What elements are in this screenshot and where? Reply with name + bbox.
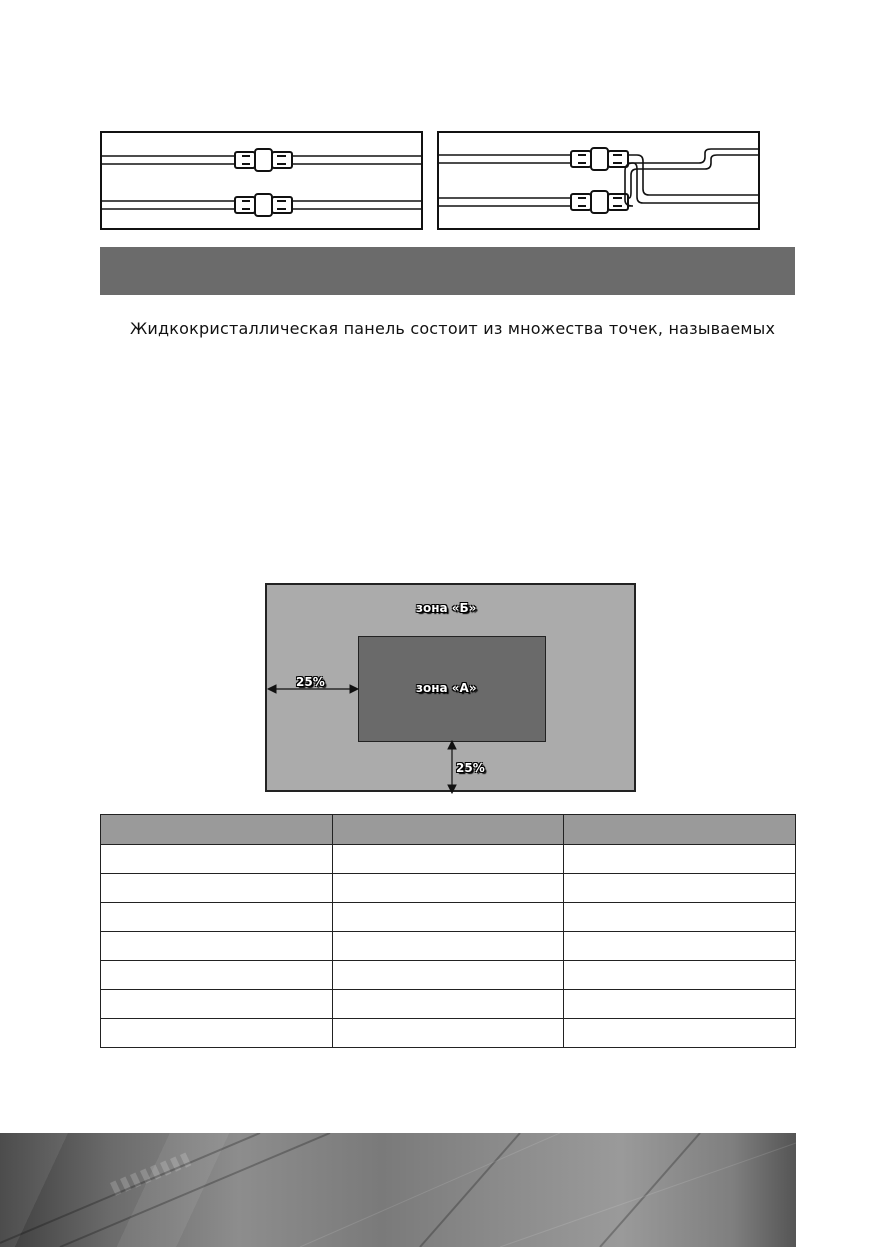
table-cell — [332, 1019, 564, 1048]
connector-diagram-crossed — [437, 131, 760, 230]
table-row — [101, 845, 796, 874]
connector-plug-icon — [571, 191, 628, 213]
table-row — [101, 932, 796, 961]
table-cell — [101, 845, 333, 874]
table-header-cell — [332, 815, 564, 845]
table-cell — [332, 845, 564, 874]
table-cell — [332, 961, 564, 990]
table-cell — [564, 874, 796, 903]
margin-arrows — [265, 583, 636, 794]
table-cell — [564, 932, 796, 961]
table-cell — [332, 903, 564, 932]
table-row — [101, 874, 796, 903]
table-header-cell — [564, 815, 796, 845]
film-strip-decoration — [0, 1133, 796, 1247]
table-header-cell — [101, 815, 333, 845]
table-header-row — [101, 815, 796, 845]
table-cell — [564, 1019, 796, 1048]
spec-table — [100, 814, 796, 1048]
table-cell — [564, 961, 796, 990]
zone-a-label: зона «А» — [416, 681, 477, 695]
section-header-band — [100, 247, 795, 295]
zone-b-label: зона «Б» — [416, 601, 477, 615]
table-cell — [101, 874, 333, 903]
table-cell — [332, 932, 564, 961]
left-margin-label: 25% — [296, 675, 325, 689]
table-cell — [332, 874, 564, 903]
table-cell — [101, 932, 333, 961]
connector-plug-icon — [235, 149, 292, 171]
table-row — [101, 1019, 796, 1048]
body-paragraph: Жидкокристаллическая панель состоит из множества точек, называемых — [130, 319, 776, 338]
table-cell — [564, 990, 796, 1019]
table-row — [101, 903, 796, 932]
vertical-arrow-icon — [448, 741, 456, 793]
table-cell — [101, 990, 333, 1019]
table-cell — [101, 1019, 333, 1048]
connector-plug-icon — [235, 194, 292, 216]
table-cell — [101, 961, 333, 990]
table-cell — [332, 990, 564, 1019]
table-row — [101, 990, 796, 1019]
table-cell — [101, 903, 333, 932]
connector-diagram-straight — [100, 131, 423, 230]
table-cell — [564, 903, 796, 932]
table-row — [101, 961, 796, 990]
footer-decorative-strip — [0, 1133, 796, 1247]
table-cell — [564, 845, 796, 874]
horizontal-arrow-icon — [268, 685, 358, 693]
bottom-margin-label: 25% — [456, 761, 485, 775]
connector-plug-icon — [571, 148, 628, 170]
